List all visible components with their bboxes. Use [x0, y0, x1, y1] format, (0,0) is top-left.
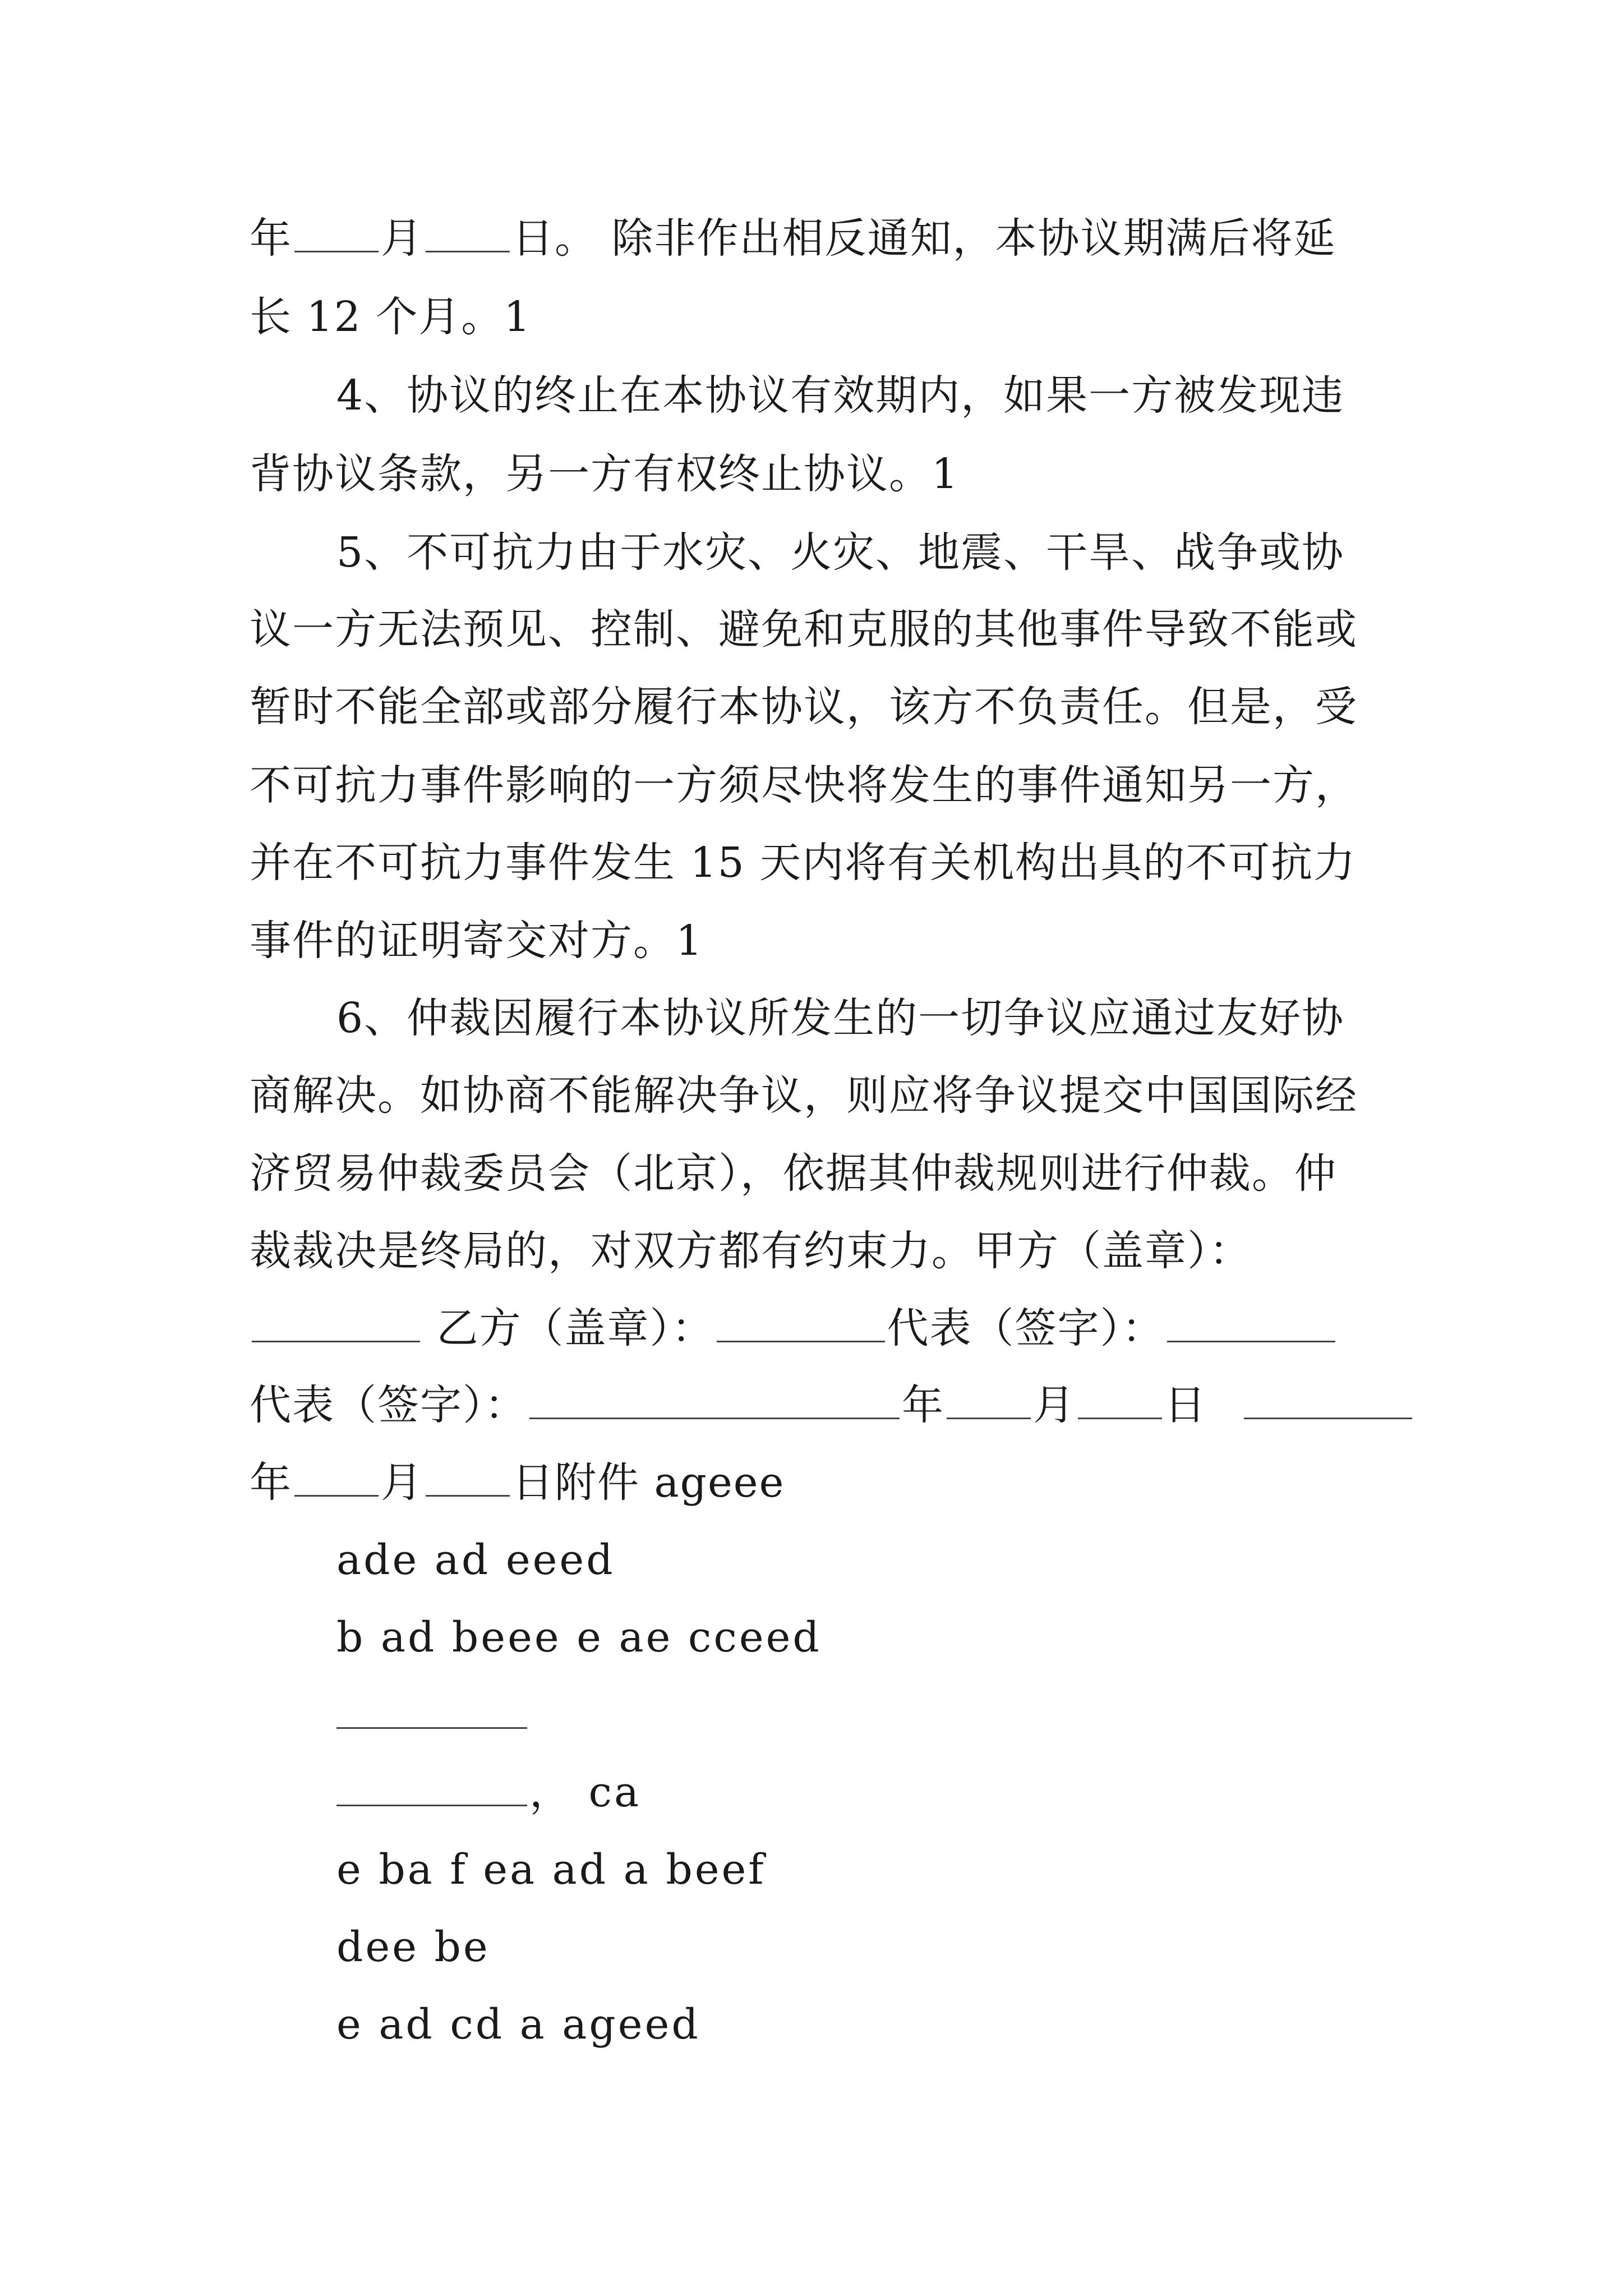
text-line: 不可抗力事件影响的一方须尽快将发生的事件通知另一方，: [250, 761, 1358, 809]
text-line: 裁裁决是终局的，对双方都有约束力。甲方（盖章）：: [250, 1227, 1252, 1275]
text-line: 长 12 个月。1: [250, 293, 532, 341]
blank-field: [947, 1378, 1031, 1419]
blank-field: [426, 211, 510, 252]
text-line: [250, 210, 1388, 266]
text-span: 月: [381, 1458, 423, 1507]
blank-field: [252, 1301, 420, 1342]
text-span: 年: [250, 1458, 292, 1507]
annex-line: dee be: [336, 1923, 490, 1971]
blank-field: [717, 1301, 885, 1342]
party-b-label: 乙方（盖章）：: [436, 1304, 714, 1352]
text-line: 议一方无法预见、控制、避免和克服的其他事件导致不能或: [250, 605, 1358, 654]
text-line: 并在不可抗力事件发生 15 天内将有关机构出具的不可抗力: [250, 839, 1357, 887]
text-span: 日附件 ageee: [512, 1458, 785, 1507]
text-line: 商解决。如协商不能解决争议，则应将争议提交中国国际经: [250, 1071, 1358, 1120]
blank-field: [529, 1378, 900, 1419]
clause-heading-line: 5、不可抗力由于水灾、火灾、地震、干旱、战争或协: [336, 528, 1345, 577]
blank-field: [336, 1688, 527, 1729]
text-line: 事件的证明寄交对方。1: [250, 917, 704, 965]
text-line: 暂时不能全部或部分履行本协议，该方不负责任。但是，受: [250, 683, 1358, 731]
annex-line: b ad beee e ae cceed: [336, 1613, 822, 1662]
blank-field: [294, 211, 379, 252]
annex-line: e ba f ea ad a beef: [336, 1846, 766, 1894]
blank-field: [1167, 1301, 1335, 1342]
text-span: ， ca: [529, 1768, 642, 1816]
text-line: 背协议条款，另一方有权终止协议。1: [250, 450, 960, 498]
text-span: 年: [902, 1381, 944, 1429]
annex-line: [336, 1764, 1475, 1820]
text-span: 日。 除非作出相反通知，本协议期满后将延: [512, 214, 1336, 263]
signature-line: [250, 1300, 1388, 1356]
clause-heading-line: 4、协议的终止在本协议有效期内，如果一方被发现违: [336, 371, 1345, 420]
annex-line: e ad cd a ageed: [336, 2000, 700, 2049]
annex-blank-line: [336, 1687, 1475, 1743]
clause-heading-line: 6、仲裁因履行本协议所发生的一切争议应通过友好协: [336, 994, 1345, 1042]
representative-label: 代表（签字）：: [250, 1381, 527, 1429]
text-span: 月: [1033, 1381, 1076, 1429]
signature-line: [250, 1377, 1388, 1433]
representative-label: 代表（签字）：: [887, 1304, 1165, 1352]
annex-line: ade ad eeed: [336, 1536, 615, 1584]
text-line: 济贸易仲裁委员会（北京），依据其仲裁规则进行仲裁。仲: [250, 1149, 1337, 1198]
blank-field: [1244, 1378, 1412, 1419]
blank-field: [294, 1456, 379, 1497]
blank-field: [336, 1765, 527, 1806]
text-span: 月: [381, 214, 423, 263]
text-span: 日: [1164, 1381, 1207, 1429]
blank-field: [426, 1456, 510, 1497]
date-line: [250, 1455, 1388, 1511]
blank-field: [1078, 1378, 1162, 1419]
text-span: 年: [250, 214, 292, 263]
